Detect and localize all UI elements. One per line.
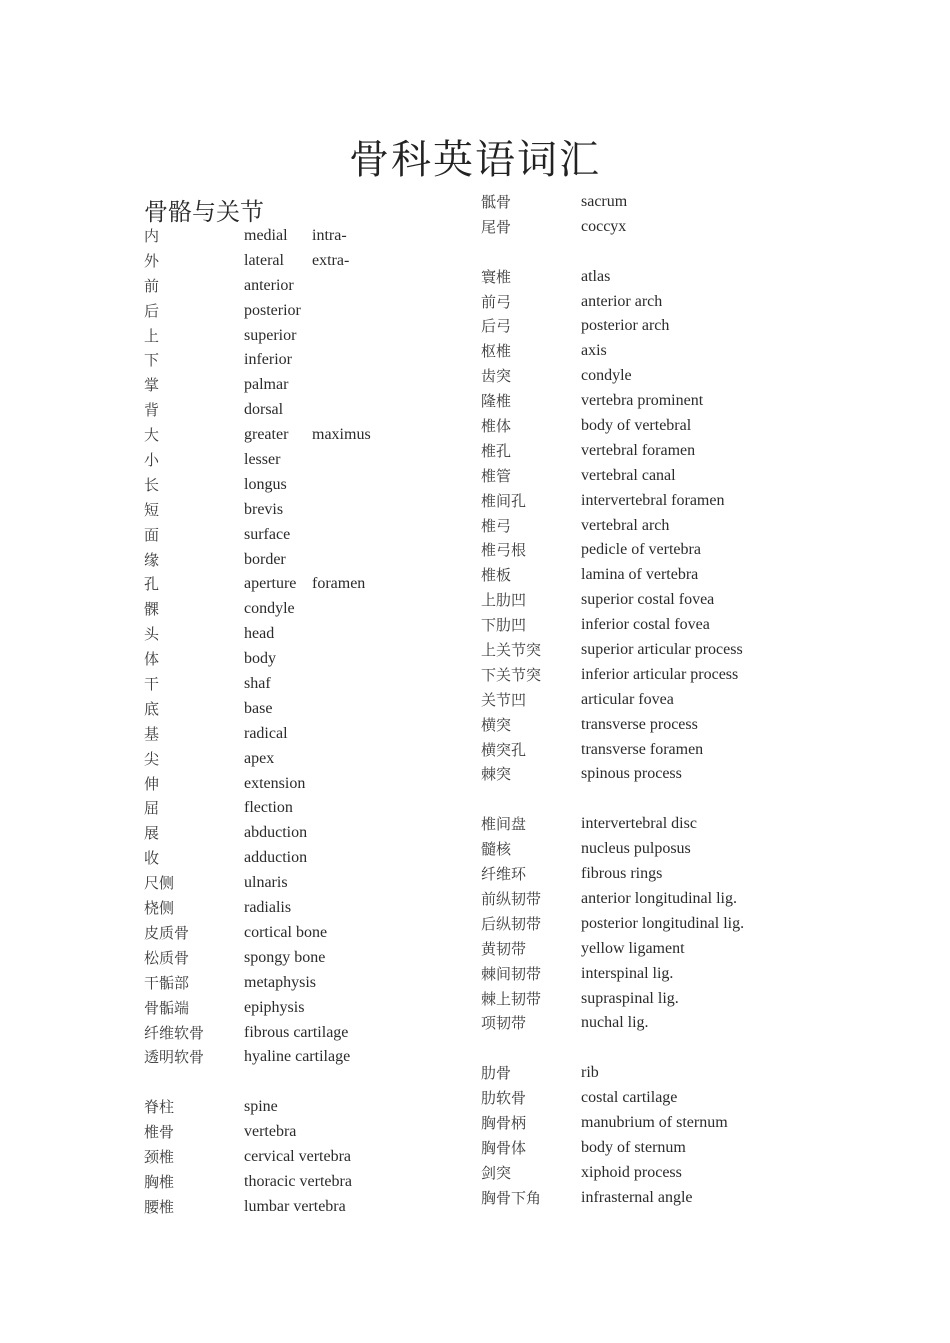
chinese-term: 尖	[144, 749, 160, 768]
english-alternate-term: intra-	[312, 227, 347, 244]
chinese-term: 长	[144, 475, 160, 494]
chinese-term: 背	[144, 401, 160, 420]
chinese-term: 横突	[481, 715, 512, 734]
vocab-row	[481, 638, 781, 663]
chinese-term: 棘上韧带	[481, 989, 542, 1008]
vocab-row	[481, 912, 781, 937]
chinese-term: 剑突	[481, 1163, 512, 1182]
vocab-row	[481, 588, 781, 613]
english-term: costal cartilage	[581, 1089, 678, 1107]
english-term: adduction	[244, 849, 308, 867]
vocab-row	[481, 738, 781, 763]
vocab-row	[481, 1186, 781, 1211]
chinese-term: 外	[144, 251, 160, 270]
vocab-row	[481, 1136, 781, 1161]
chinese-term: 展	[144, 824, 160, 843]
chinese-term: 枢椎	[481, 342, 512, 361]
english-term: coccyx	[581, 217, 627, 235]
chinese-term: 大	[144, 426, 160, 445]
chinese-term: 体	[144, 650, 160, 669]
vocab-row	[481, 862, 781, 887]
chinese-term: 上	[144, 326, 160, 345]
english-term: flection	[244, 799, 293, 817]
chinese-term: 腰椎	[144, 1197, 175, 1216]
vocab-row	[481, 1086, 781, 1111]
english-term: inferior articular process	[581, 665, 739, 683]
english-term: superior articular process	[581, 641, 743, 659]
chinese-term: 胸骨柄	[481, 1113, 527, 1132]
english-term: axis	[581, 342, 607, 360]
chinese-term: 肋软骨	[481, 1089, 527, 1108]
vocab-row	[144, 224, 444, 249]
chinese-term: 肋骨	[481, 1064, 512, 1083]
chinese-term: 后纵韧带	[481, 914, 542, 933]
english-term: condyle	[581, 367, 632, 385]
english-term: vertebra	[244, 1123, 297, 1141]
chinese-term: 屈	[144, 799, 160, 818]
vocab-row	[144, 1045, 444, 1070]
chinese-term: 干骺部	[144, 973, 190, 992]
vocab-row	[144, 572, 444, 597]
chinese-term: 椎弓根	[481, 541, 527, 560]
chinese-term: 孔	[144, 575, 160, 594]
vocab-row	[481, 787, 781, 812]
vocab-row	[481, 887, 781, 912]
english-term: nuchal lig.	[581, 1014, 649, 1032]
vocab-row	[144, 871, 444, 896]
vocab-row	[481, 663, 781, 688]
english-term: longus	[244, 475, 287, 493]
chinese-term: 下关节突	[481, 665, 542, 684]
vocab-row	[144, 423, 444, 448]
chinese-term: 后	[144, 301, 160, 320]
vocab-row	[144, 1095, 444, 1120]
english-term: intervertebral foramen	[581, 491, 725, 509]
english-term: palmar	[244, 376, 289, 394]
chinese-term: 下肋凹	[481, 616, 527, 635]
english-term: vertebral canal	[581, 466, 676, 484]
chinese-term: 项韧带	[481, 1014, 527, 1033]
vocab-row	[481, 563, 781, 588]
chinese-term: 椎孔	[481, 441, 512, 460]
vocab-row	[481, 514, 781, 539]
vocab-row	[481, 290, 781, 315]
chinese-term: 缘	[144, 550, 160, 569]
english-term: base	[244, 699, 273, 717]
vocab-row	[481, 1061, 781, 1086]
english-term: infrasternal angle	[581, 1188, 693, 1206]
vocab-row	[481, 713, 781, 738]
vocab-row	[144, 523, 444, 548]
vocab-row	[481, 1161, 781, 1186]
chinese-term: 齿突	[481, 367, 512, 386]
english-term: spine	[244, 1098, 278, 1116]
vocab-row	[144, 1145, 444, 1170]
vocab-row	[144, 324, 444, 349]
english-term: vertebral foramen	[581, 441, 696, 459]
vocab-row	[144, 348, 444, 373]
english-term: shaf	[244, 675, 271, 693]
english-term: radialis	[244, 899, 292, 917]
vocab-row	[144, 498, 444, 523]
english-term: transverse foramen	[581, 740, 704, 758]
vocab-row	[144, 299, 444, 324]
vocab-row	[481, 937, 781, 962]
english-alternate-term: extra-	[312, 251, 350, 269]
chinese-term: 横突孔	[481, 740, 527, 759]
vocab-row	[144, 697, 444, 722]
english-term: supraspinal lig.	[581, 989, 679, 1007]
vocab-row	[481, 414, 781, 439]
english-term: superior costal fovea	[581, 591, 715, 609]
english-term: lesser	[244, 451, 281, 469]
vocab-row	[481, 339, 781, 364]
vocab-row	[481, 812, 781, 837]
chinese-term: 椎弓	[481, 516, 512, 535]
english-term: apex	[244, 749, 275, 767]
chinese-term: 椎管	[481, 466, 512, 485]
chinese-term: 骶骨	[481, 193, 512, 211]
vocab-row	[481, 314, 781, 339]
chinese-term: 基	[144, 724, 160, 743]
chinese-term: 尾骨	[481, 217, 512, 236]
english-term: body	[244, 650, 276, 668]
english-term: spongy bone	[244, 948, 326, 966]
chinese-term: 椎体	[481, 417, 512, 436]
vocab-row	[481, 762, 781, 787]
chinese-term: 松质骨	[144, 948, 190, 967]
english-term: thoracic vertebra	[244, 1172, 352, 1190]
english-term: cervical vertebra	[244, 1147, 352, 1165]
vocab-row	[481, 364, 781, 389]
vocab-row	[144, 772, 444, 797]
section-heading: 骨骼与关节	[144, 198, 264, 226]
vocab-row	[481, 265, 781, 290]
chinese-term: 短	[144, 500, 160, 519]
english-term: ulnaris	[244, 874, 288, 892]
vocab-row	[144, 1120, 444, 1145]
chinese-term: 胸椎	[144, 1172, 175, 1191]
vocab-row	[481, 1036, 781, 1061]
english-term: inferior	[244, 351, 292, 369]
english-term: transverse process	[581, 715, 698, 733]
vocab-row	[144, 1170, 444, 1195]
chinese-term: 黄韧带	[481, 939, 527, 958]
english-term: fibrous rings	[581, 865, 663, 883]
english-term: posterior arch	[581, 317, 670, 335]
vocab-row	[481, 613, 781, 638]
vocab-row	[144, 373, 444, 398]
vocab-row	[144, 398, 444, 423]
left-vocabulary-column	[144, 224, 444, 1220]
english-term: radical	[244, 724, 288, 742]
chinese-term: 前	[144, 276, 160, 295]
english-term: dorsal	[244, 401, 284, 419]
vocab-row	[144, 548, 444, 573]
chinese-term: 前纵韧带	[481, 889, 542, 908]
vocab-row	[481, 987, 781, 1012]
vocab-row	[144, 473, 444, 498]
chinese-term: 头	[144, 625, 160, 644]
english-alternate-term: maximus	[312, 426, 371, 444]
vocab-row	[144, 1070, 444, 1095]
english-term: xiphoid process	[581, 1163, 682, 1181]
chinese-term: 后弓	[481, 317, 512, 336]
chinese-term: 髓核	[481, 840, 512, 859]
english-term: posterior longitudinal lig.	[581, 914, 745, 932]
english-term: border	[244, 550, 286, 568]
english-term: sacrum	[581, 193, 628, 210]
english-term: cortical bone	[244, 923, 328, 941]
chinese-term: 桡侧	[144, 899, 175, 918]
chinese-term: 脊柱	[144, 1098, 175, 1117]
vocab-row	[144, 971, 444, 996]
chinese-term: 椎间孔	[481, 491, 527, 510]
english-term: superior	[244, 326, 297, 344]
english-term: rib	[581, 1064, 599, 1082]
english-term: condyle	[244, 600, 295, 618]
vocab-row	[481, 688, 781, 713]
english-term: lateral	[244, 251, 284, 269]
english-term: brevis	[244, 500, 284, 518]
chinese-term: 寰椎	[481, 267, 512, 286]
chinese-term: 胸骨体	[481, 1138, 527, 1157]
vocab-row	[144, 946, 444, 971]
vocab-row	[144, 996, 444, 1021]
chinese-term: 骨骺端	[144, 998, 190, 1017]
english-term: fibrous cartilage	[244, 1023, 349, 1041]
chinese-term: 关节凹	[481, 690, 527, 709]
chinese-term: 胸骨下角	[481, 1188, 542, 1207]
english-term: metaphysis	[244, 973, 316, 991]
english-term: abduction	[244, 824, 308, 842]
vocab-row	[144, 846, 444, 871]
chinese-term: 纤维软骨	[144, 1023, 205, 1042]
english-term: pedicle of vertebra	[581, 541, 701, 559]
vocab-row	[144, 647, 444, 672]
vocab-row	[144, 448, 444, 473]
vocab-row	[481, 1011, 781, 1036]
chinese-term: 面	[144, 525, 160, 544]
chinese-term: 髁	[144, 600, 160, 619]
vocab-row	[144, 896, 444, 921]
vocab-row	[481, 962, 781, 987]
english-term: greater	[244, 426, 289, 444]
english-term: head	[244, 625, 275, 643]
english-term: inferior costal fovea	[581, 616, 710, 634]
vocab-row	[144, 747, 444, 772]
english-term: interspinal lig.	[581, 964, 674, 982]
vocab-row	[481, 538, 781, 563]
vocab-row	[144, 622, 444, 647]
english-term: spinous process	[581, 765, 682, 783]
english-term: intervertebral disc	[581, 815, 697, 833]
chinese-term: 尺侧	[144, 874, 175, 893]
english-alternate-term: foramen	[312, 575, 366, 593]
vocab-row	[144, 672, 444, 697]
chinese-term: 椎板	[481, 566, 512, 585]
vocab-row	[144, 1021, 444, 1046]
vocab-row	[481, 190, 781, 215]
english-term: atlas	[581, 267, 611, 285]
english-term: anterior longitudinal lig.	[581, 889, 737, 907]
english-term: nucleus pulposus	[581, 840, 691, 858]
vocab-row	[144, 1195, 444, 1220]
right-vocabulary-column	[481, 190, 781, 1211]
english-term: lamina of vertebra	[581, 566, 699, 584]
vocab-row	[144, 722, 444, 747]
english-term: epiphysis	[244, 998, 305, 1016]
english-term: aperture	[244, 575, 297, 593]
chinese-term: 前弓	[481, 292, 512, 311]
vocab-row	[481, 489, 781, 514]
english-term: body of sternum	[581, 1138, 686, 1156]
english-term: extension	[244, 774, 306, 792]
chinese-term: 底	[144, 699, 160, 718]
chinese-term: 上肋凹	[481, 591, 527, 610]
vocab-row	[481, 464, 781, 489]
english-term: anterior	[244, 276, 294, 294]
chinese-term: 小	[144, 451, 160, 470]
vocab-row	[481, 215, 781, 240]
vocab-row	[481, 439, 781, 464]
vocab-row	[481, 837, 781, 862]
english-term: vertebral arch	[581, 516, 670, 534]
vocab-row	[144, 796, 444, 821]
chinese-term: 纤维环	[481, 865, 527, 884]
vocab-row	[481, 1111, 781, 1136]
vocab-row	[481, 240, 781, 265]
vocab-row	[144, 274, 444, 299]
chinese-term: 椎骨	[144, 1123, 175, 1142]
chinese-term: 收	[144, 849, 160, 868]
chinese-term: 伸	[144, 774, 160, 793]
chinese-term: 干	[144, 675, 160, 694]
vocab-row	[144, 921, 444, 946]
vocab-row	[481, 389, 781, 414]
chinese-term: 掌	[144, 376, 160, 395]
chinese-term: 内	[144, 227, 160, 245]
english-term: posterior	[244, 301, 301, 319]
vocab-row	[144, 249, 444, 274]
english-term: body of vertebral	[581, 417, 692, 435]
english-term: hyaline cartilage	[244, 1048, 351, 1066]
chinese-term: 皮质骨	[144, 923, 190, 942]
page-title: 骨科英语词汇	[349, 137, 601, 183]
english-term: yellow ligament	[581, 939, 685, 957]
chinese-term: 椎间盘	[481, 815, 527, 834]
english-term: lumbar vertebra	[244, 1197, 346, 1215]
vocab-row	[144, 597, 444, 622]
english-term: anterior arch	[581, 292, 663, 310]
english-term: articular fovea	[581, 690, 674, 708]
chinese-term: 颈椎	[144, 1147, 175, 1166]
chinese-term: 上关节突	[481, 641, 542, 660]
english-term: surface	[244, 525, 291, 543]
chinese-term: 棘间韧带	[481, 964, 542, 983]
chinese-term: 透明软骨	[144, 1048, 205, 1067]
english-term: manubrium of sternum	[581, 1113, 728, 1131]
chinese-term: 下	[144, 351, 160, 370]
english-term: vertebra prominent	[581, 392, 704, 410]
english-term: medial	[244, 227, 288, 244]
vocab-row	[144, 821, 444, 846]
chinese-term: 隆椎	[481, 392, 512, 411]
chinese-term: 棘突	[481, 765, 512, 784]
